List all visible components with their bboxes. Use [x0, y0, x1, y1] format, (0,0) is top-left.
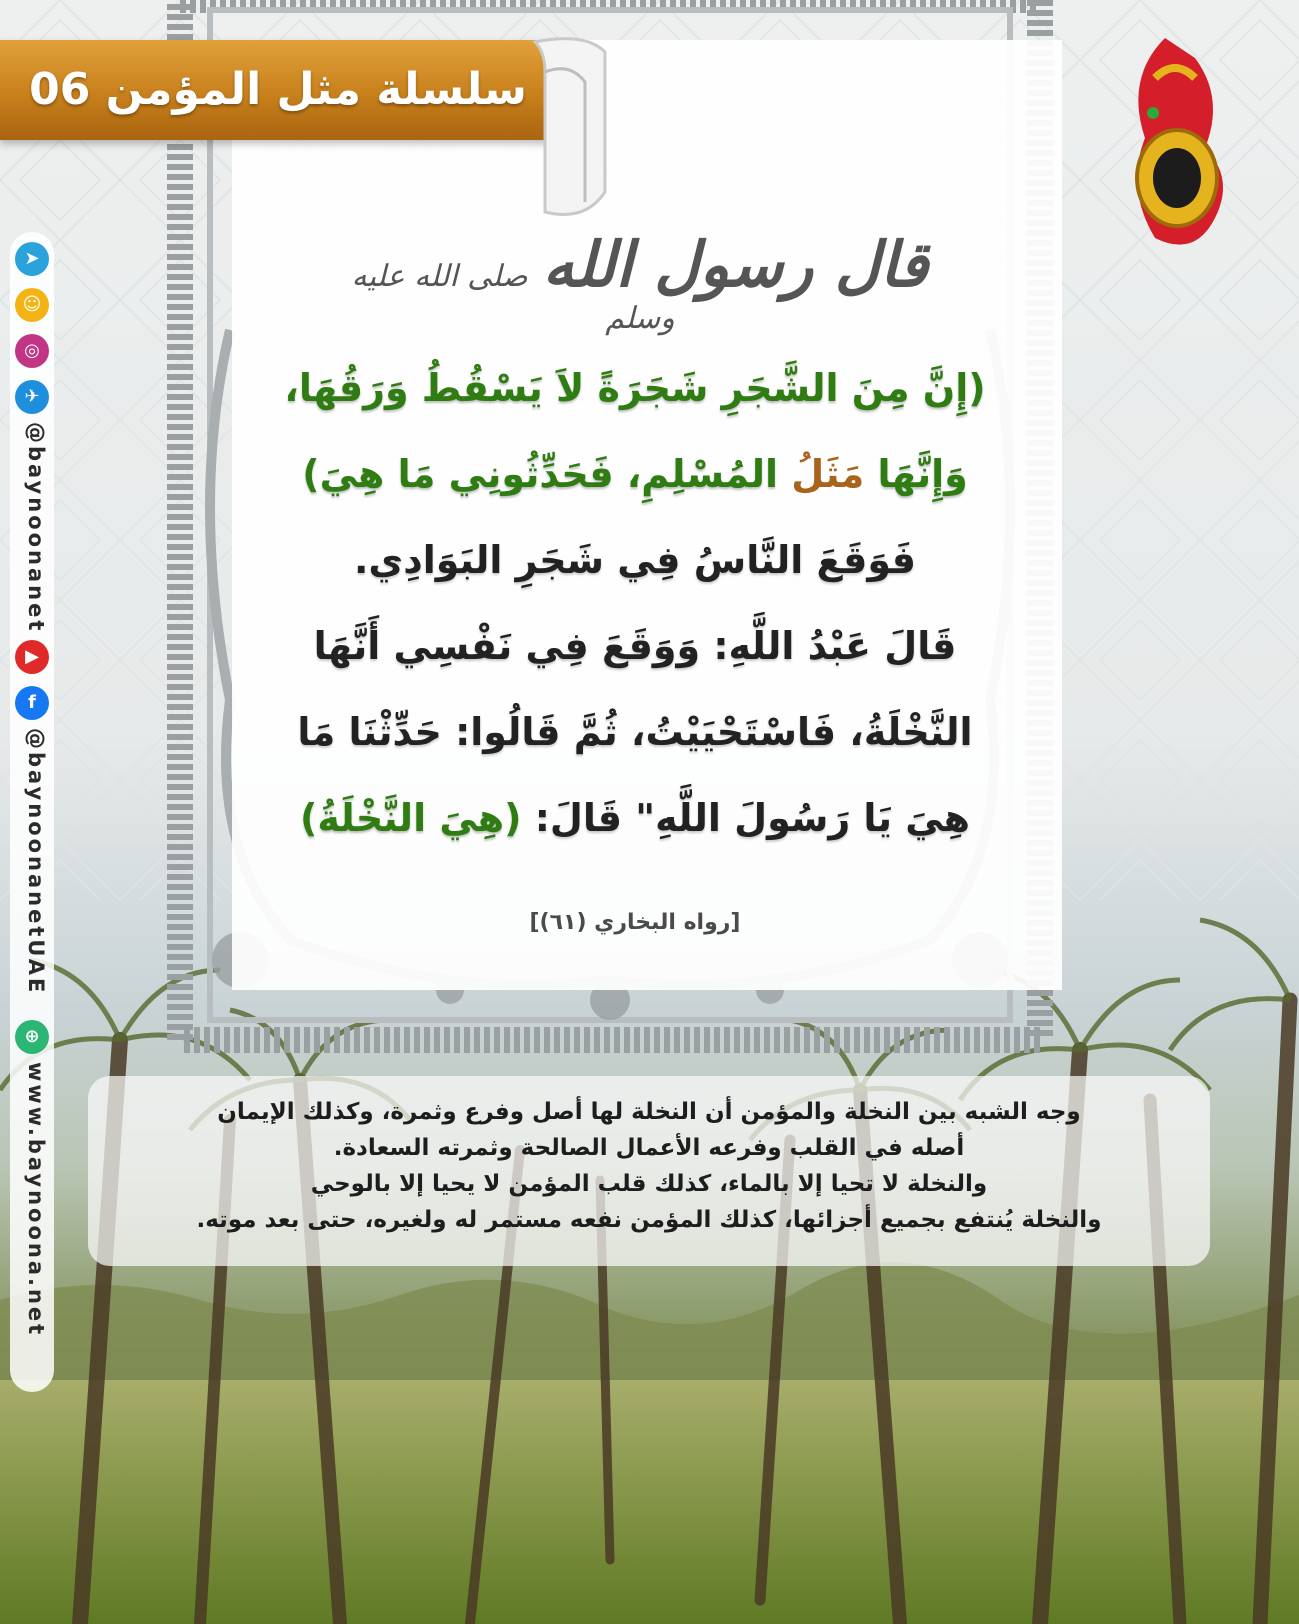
explanation-line-1: وجه الشبه بين النخلة والمؤمن أن النخلة لها أصل وفرع وثمرة، وكذلك الإيمان	[217, 1099, 1081, 1125]
explanation-line-2: أصله في القلب وفرعه الأعمال الصالحة وثمرته السعادة.	[333, 1135, 965, 1161]
narration-line-5: النَّخْلَةُ، فَاسْتَحْيَيْتُ، ثُمَّ قَالُوا: حَدِّثْنَا مَا	[297, 710, 973, 754]
hadith-line-2a: وَإِنَّهَا	[877, 452, 968, 496]
scroll-curl-icon	[525, 32, 615, 222]
hadith-line-1: (إِنَّ مِنَ الشَّجَرِ شَجَرَةً لاَ يَسْقُطُ وَرَقُهَا،	[284, 366, 986, 410]
heading-blessing: صلى الله عليه وسلم	[351, 259, 675, 336]
social-handle-uae[interactable]: @baynoonanetUAE	[24, 728, 48, 996]
series-title: سلسلة مثل المؤمن 06	[29, 64, 527, 115]
narration-line-4: قَالَ عَبْدُ اللَّهِ: وَوَقَعَ فِي نَفْسِي أَنَّهَا	[313, 624, 957, 668]
snapchat-icon[interactable]: ☺	[15, 288, 49, 322]
hadith-line-2b: مَثَلُ	[791, 452, 865, 496]
facebook-icon[interactable]: f	[15, 686, 49, 720]
website-link[interactable]: www.baynoona.net	[24, 1062, 48, 1338]
social-links-bar	[10, 232, 54, 1392]
social-handle-primary[interactable]: @baynoonanet	[24, 422, 48, 634]
explanation-line-4: والنخلة يُنتفع بجميع أجزائها، كذلك المؤمن نفعه مستمر له ولغيره، حتى بعد موته.	[196, 1207, 1102, 1233]
narration-line-6b: (هِيَ النَّخْلَةُ)	[299, 796, 522, 840]
hadith-source: [رواه البخاري (٦١)]	[529, 910, 741, 935]
hadith-line-2c: المُسْلِمِ، فَحَدِّثُونِي مَا هِيَ)	[302, 452, 779, 496]
globe-icon[interactable]: ⊕	[15, 1020, 49, 1054]
explanation-box	[88, 1076, 1210, 1266]
hadith-text	[275, 345, 995, 861]
hadith-line-2	[275, 431, 995, 517]
narration-line-3: فَوَقَعَ النَّاسُ فِي شَجَرِ البَوَادِي.	[353, 538, 917, 582]
explanation-line-3: والنخلة لا تحيا إلا بالماء، كذلك قلب المؤمن لا يحيا إلا بالوحي	[310, 1171, 988, 1197]
narration-line-6a: هِيَ يَا رَسُولَ اللَّهِ" قَالَ:	[534, 796, 970, 840]
youtube-icon[interactable]: ▶	[15, 640, 49, 674]
heading-main: قال رسول الله	[542, 228, 929, 301]
telegram-icon[interactable]: ➤	[15, 242, 49, 276]
instagram-icon[interactable]: ◎	[15, 334, 49, 368]
narration-line-6	[275, 775, 995, 861]
hadith-heading	[330, 228, 950, 338]
baynoona-logo-icon	[1105, 18, 1245, 258]
twitter-icon[interactable]: ✈	[15, 380, 49, 414]
